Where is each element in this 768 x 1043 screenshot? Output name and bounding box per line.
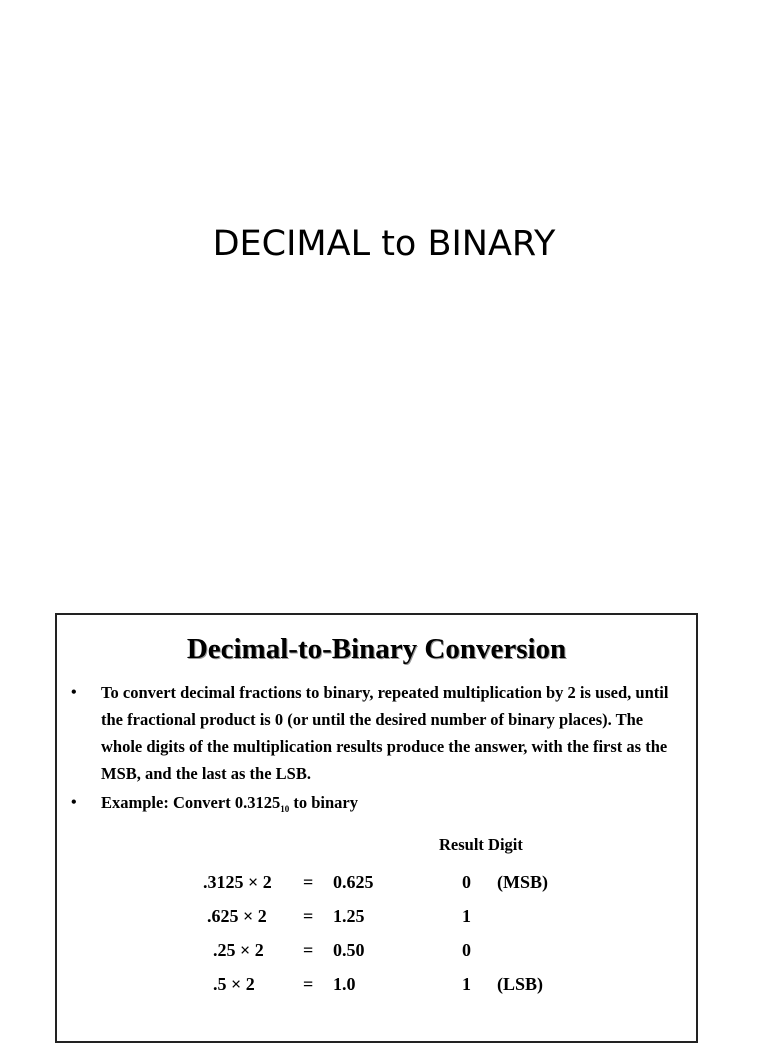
calc-equals: =	[303, 974, 314, 994]
result-digit: 1	[462, 974, 471, 994]
digit-note: (MSB)	[497, 872, 548, 892]
calc-equals: =	[303, 906, 314, 926]
example-base-subscript: 10	[280, 804, 290, 814]
example-suffix: to binary	[289, 793, 358, 812]
result-digit: 1	[462, 906, 471, 926]
bullet-marker: •	[71, 794, 77, 811]
result-digit: 0	[462, 940, 471, 960]
result-digit: 0	[462, 872, 471, 892]
bullet-marker: •	[71, 684, 77, 701]
calc-row	[57, 899, 696, 933]
calc-expression: .5 × 2	[213, 974, 255, 994]
bullet-list	[71, 679, 686, 825]
calc-result: 0.50	[333, 940, 365, 960]
calc-result: 1.0	[333, 974, 356, 994]
bullet-item-method	[71, 679, 686, 787]
example-prefix: Example: Convert 0.3125	[101, 793, 281, 812]
conversion-figure	[55, 613, 698, 1043]
bullet-item-example	[71, 789, 686, 823]
calc-expression: .25 × 2	[213, 940, 264, 960]
method-description: To convert decimal fractions to binary, repeated multiplication by 2 is used, until the fractional product is 0 (or until the desired number of binary places). The whole digits of the multiplication results produce the answer, with the first as the MSB, and the last as the LSB.	[101, 683, 669, 783]
result-digit-header: Result Digit	[439, 835, 523, 854]
calc-equals: =	[303, 872, 314, 892]
digit-note: (LSB)	[497, 974, 544, 994]
calc-expression: .625 × 2	[207, 906, 267, 926]
calc-row	[57, 967, 696, 1001]
figure-heading: Decimal-to-Binary Conversion	[186, 633, 567, 665]
calc-equals: =	[303, 940, 314, 960]
calc-row	[57, 933, 696, 967]
calc-row	[57, 865, 696, 899]
slide-title: DECIMAL to BINARY	[212, 224, 556, 264]
calc-result: 1.25	[333, 906, 365, 926]
calc-expression: .3125 × 2	[203, 872, 272, 892]
calc-result: 0.625	[333, 872, 374, 892]
